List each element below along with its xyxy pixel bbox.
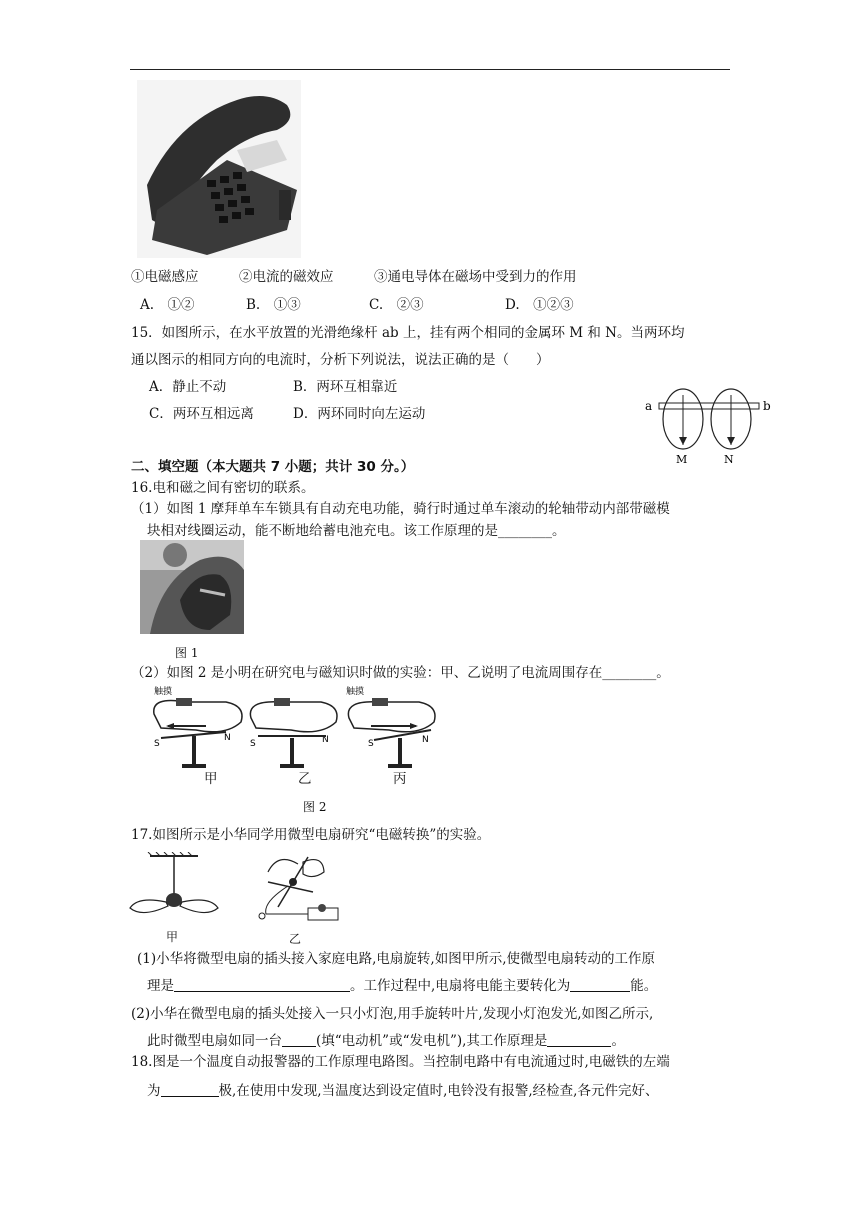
q18-line2 [147,1082,658,1100]
fig2-label-yi: 乙 [298,771,312,787]
q17-part2-line1: (2)小华在微型电扇的插头处接入一只小灯泡,用手旋转叶片,发现小灯泡发光,如图乙所示, [131,1006,654,1022]
q17-blank-energy[interactable] [570,977,630,992]
q15-label-n: N [724,453,734,466]
experiment-jia [154,685,242,768]
fig1-caption: 图 1 [175,646,199,660]
q17-blank-principle-2[interactable] [547,1032,611,1047]
q17-part2-text-a: 此时微型电扇如同一台 [147,1033,282,1049]
header-rule [130,69,730,70]
q17-stem: 17.如图所示是小华同学用微型电扇研究“电磁转换”的实验。 [131,827,491,843]
q14-choice-b: B. ①③ [246,297,301,313]
q17-blank-principle[interactable] [174,977,350,992]
fig2-experiments [146,684,446,784]
fig2-touch-label-1: 触摸 [154,687,173,697]
q17-part1-text-b: 。工作过程中,电扇将电能主要转化为 [350,978,571,994]
q15-stem-line1: 15．如图所示，在水平放置的光滑绝缘杆 ab 上，挂有两个相同的金属环 M 和 N。当两环均 [131,325,685,341]
q17-part1-text-c: 能。 [630,978,658,994]
q17-fig-label-jia: 甲 [166,930,179,944]
q16-part1-line2: 块相对线圈运动，能不断地给蓄电池充电。该工作原理的是________。 [147,523,566,539]
bike-lock-photo [140,540,244,634]
q15-choice-a: A．静止不动 [149,379,227,395]
fig2-label-bing: 丙 [393,771,407,787]
q17-part1-line1: (1)小华将微型电扇的插头接入家庭电路,电扇旋转,如图甲所示,使微型电扇转动的工作原 [137,951,655,967]
q18-text-b: 极,在使用中发现,当温度达到设定值时,电铃没有报警,经检查,各元件完好、 [218,1083,659,1099]
q14-choice-c: C. ②③ [369,297,424,313]
fig2-s-label-2: S [250,739,256,749]
q17-blank-device[interactable] [282,1032,316,1047]
q16-part2: （2）如图 2 是小明在研究电与磁知识时做的实验：甲、乙说明了电流周围存在________。 [131,665,670,681]
q17-part1-line2 [147,977,657,995]
experiment-bing [346,685,435,768]
q14-choice-d: D. ①②③ [505,297,574,313]
fig2-n-label-1: N [224,733,231,743]
q14-choice-a: A. ①② [140,297,195,313]
fig2-s-label-3: S [368,739,374,749]
q17-part2-text-b: (填“电动机”或“发电机”),其工作原理是 [316,1033,548,1049]
fig2-n-label-2: N [322,735,329,745]
q15-label-a: a [645,399,653,413]
q15-rings-figure [643,385,773,467]
q18-line1: 18.图是一个温度自动报警器的工作原理电路图。当控制电路中有电流通过时,电磁铁的左端 [131,1054,670,1070]
q15-choice-d: D．两环同时向左运动 [293,406,426,422]
q15-choice-b: B．两环互相靠近 [293,379,398,395]
fig2-n-label-3: N [422,735,429,745]
section2-title: 二、填空题（本大题共 7 小题；共计 30 分。） [131,459,415,475]
q18-text-a: 为 [147,1083,161,1099]
q14-options-line: ①电磁感应 ②电流的磁效应 ③通电导体在磁场中受到力的作用 [131,269,577,285]
telephone-image [137,80,301,258]
q15-stem-line2: 通以图示的相同方向的电流时，分析下列说法，说法正确的是（ ） [131,352,550,368]
q16-part1-line1: （1）如图 1 摩拜单车车锁具有自动充电功能，骑行时通过单车滚动的轮轴带动内部带磁模 [131,501,670,517]
q17-part1-text-a: 理是 [147,978,174,994]
q15-label-b: b [763,399,771,413]
q17-part2-line2 [147,1032,625,1050]
q15-label-m: M [676,453,688,466]
q16-stem: 16.电和磁之间有密切的联系。 [131,480,315,496]
q17-fig-label-yi: 乙 [289,932,302,946]
q17-fan-figures [128,852,348,932]
q18-blank-pole[interactable] [161,1082,219,1097]
fig2-s-label-1: S [154,739,160,749]
fig2-caption: 图 2 [303,800,327,814]
q15-choice-c: C．两环互相远离 [149,406,254,422]
experiment-yi [250,698,337,768]
fig2-label-jia: 甲 [204,771,218,787]
fig2-touch-label-3: 触摸 [346,687,365,697]
q17-part2-text-c: 。 [611,1033,625,1049]
